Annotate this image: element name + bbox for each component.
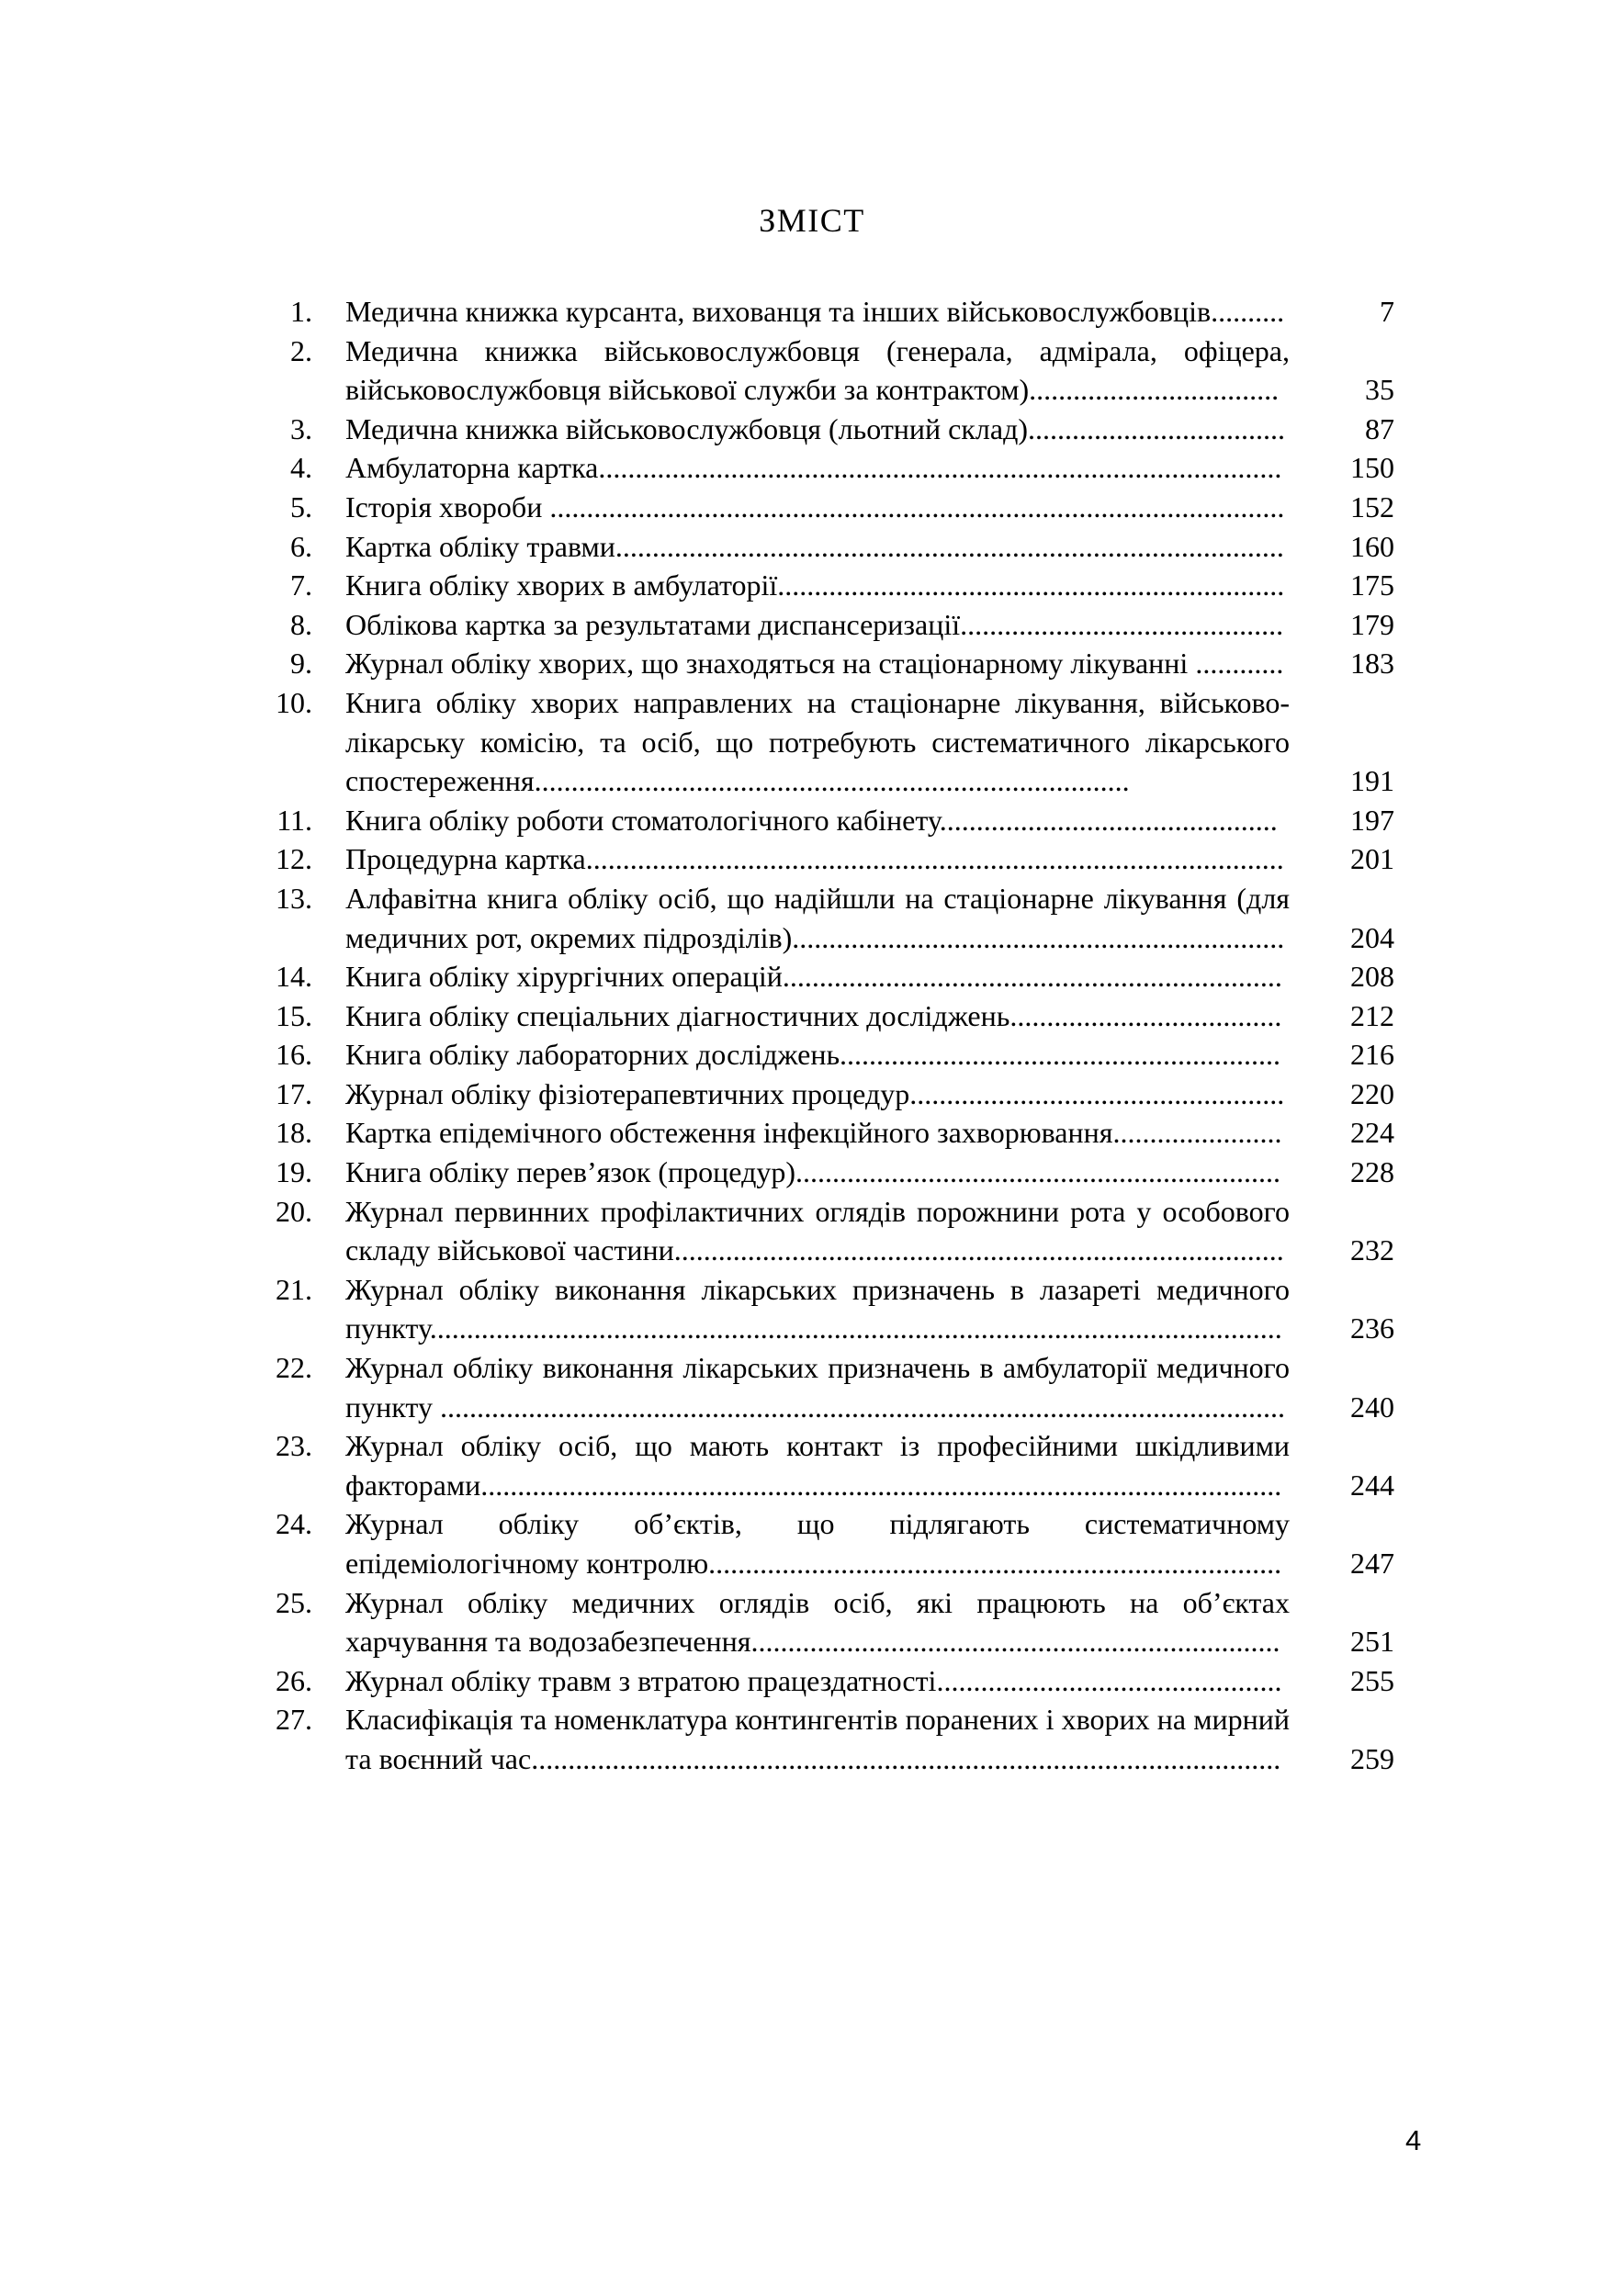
toc-entry-page-number: 240 [1350,1390,1394,1424]
toc-entry-number: 19. [276,1155,312,1189]
toc-entry-body [312,839,1290,879]
toc-entry-number: 16. [276,1038,312,1072]
toc-entry-title: Амбулаторна картка............................................................................................. [345,451,1282,485]
toc-entry-title: Книга обліку хірургічних операцій.................................................................... [345,960,1282,994]
toc-entry[interactable] [259,683,1394,801]
table-of-contents [259,292,1394,1779]
toc-entry-body [312,683,1290,801]
toc-entry-title: Журнал обліку фізіотерапевтичних процедур................................................... [345,1076,1285,1110]
toc-entry-body [312,1270,1290,1348]
toc-entry[interactable] [259,1153,1394,1192]
toc-entry-page-number: 220 [1350,1076,1394,1110]
toc-entry-page-number: 208 [1350,960,1394,994]
toc-entry-title: Журнал первинних профілактичних оглядів порожнини рота у особового складу військової частини................................................................................... [345,1194,1290,1267]
toc-entry-page-number: 35 [1365,373,1394,407]
toc-entry-title: Процедурна картка............................................................................................... [345,842,1284,876]
toc-entry-body [312,488,1290,527]
toc-entry-body [312,448,1290,488]
toc-entry-number: 3. [290,411,312,445]
toc-entry-number: 15. [276,998,312,1032]
toc-entry[interactable] [259,410,1394,449]
toc-entry-page-number: 201 [1350,842,1394,876]
toc-entry[interactable] [259,1192,1394,1270]
toc-entry-title: Історія хвороби .................................................................................................... [345,490,1285,523]
toc-entry-body [312,605,1290,645]
toc-entry-number: 20. [276,1194,312,1228]
toc-entry-title: Класифікація та номенклатура контингентів поранених і хворих на мирний та воєнний час...................................................................................................... [345,1703,1290,1775]
toc-entry-title: Книга обліку лабораторних досліджень............................................................ [345,1038,1281,1072]
toc-entry-number: 23. [276,1429,312,1463]
toc-entry-page-number: 259 [1350,1741,1394,1775]
toc-entry-body [312,410,1290,449]
toc-entry-number: 26. [276,1663,312,1697]
toc-entry-title: Медична книжка курсанта, вихованця та інших військовослужбовців.......... [345,295,1285,328]
toc-entry-number: 13. [276,881,312,915]
toc-entry-title: Журнал обліку об’єктів, що підлягають систематичному епідеміологічному контролю.............................................................................. [345,1507,1290,1580]
toc-entry-page-number: 244 [1350,1468,1394,1502]
toc-entry-title: Книга обліку роботи стоматологічного кабінету.............................................. [345,803,1278,837]
toc-entry-number: 22. [276,1351,312,1385]
toc-entry-title: Журнал обліку осіб, що мають контакт із професійними шкідливими факторами............................................................................................................. [345,1429,1290,1502]
toc-entry-body [312,1113,1290,1153]
toc-entry-page-number: 224 [1350,1116,1394,1150]
toc-entry-page-number: 160 [1350,529,1394,563]
toc-entry-page-number: 255 [1350,1663,1394,1697]
toc-entry-page-number: 212 [1350,998,1394,1032]
toc-entry-title: Картка обліку травми........................................................................................... [345,529,1284,563]
toc-entry-page-number: 179 [1350,607,1394,641]
toc-entry[interactable] [259,801,1394,840]
toc-entry-page-number: 247 [1350,1547,1394,1580]
toc-entry-page-number: 204 [1350,920,1394,954]
toc-entry-page-number: 150 [1350,451,1394,485]
page-title: ЗМІСТ [759,202,865,239]
toc-entry-number: 27. [276,1703,312,1737]
toc-entry-title: Облікова картка за результатами диспансеризації............................................ [345,607,1284,641]
toc-entry-title: Картка епідемічного обстеження інфекційного захворювання....................... [345,1116,1282,1150]
toc-entry-body [312,957,1290,996]
toc-entry[interactable] [259,488,1394,527]
toc-entry-page-number: 175 [1350,568,1394,602]
toc-entry[interactable] [259,292,1394,332]
toc-entry-page-number: 197 [1350,803,1394,837]
toc-entry-title: Журнал обліку хворих, що знаходяться на стаціонарному лікуванні ............ [345,647,1284,681]
toc-entry-body [312,292,1290,332]
toc-entry-title: Журнал обліку травм з втратою працездатності............................................... [345,1663,1282,1697]
toc-entry-number: 14. [276,960,312,994]
toc-entry[interactable] [259,448,1394,488]
toc-entry[interactable] [259,1661,1394,1701]
toc-entry-page-number: 7 [1380,295,1394,328]
toc-entry[interactable] [259,1700,1394,1778]
page-folio-number: 4 [1405,2124,1422,2156]
toc-entry-page-number: 232 [1350,1233,1394,1267]
toc-entry[interactable] [259,996,1394,1036]
toc-entry-title: Медична книжка військовослужбовця (льотний склад)................................... [345,411,1286,445]
toc-entry-body [312,1153,1290,1192]
toc-entry-title: Медична книжка військовослужбовця (генерала, адмірала, офіцера, військовослужбовця військової служби за контрактом).................................. [345,333,1290,407]
toc-entry-page-number: 87 [1365,411,1394,445]
toc-entry-title: Книга обліку перев’язок (процедур).................................................................. [345,1155,1280,1189]
toc-entry[interactable] [259,1583,1394,1661]
toc-entry-number: 10. [276,685,312,719]
toc-entry-number: 18. [276,1116,312,1150]
toc-entry[interactable] [259,1348,1394,1426]
toc-entry[interactable] [259,605,1394,645]
toc-entry-page-number: 228 [1350,1155,1394,1189]
toc-entry-body [312,1192,1290,1270]
toc-entry-body [312,644,1290,683]
toc-entry-body [312,1700,1290,1778]
toc-entry-body [312,1583,1290,1661]
toc-entry-title: Журнал обліку виконання лікарських призначень в амбулаторії медичного пункту ................................................................................................................... [345,1351,1290,1424]
toc-entry[interactable] [259,332,1394,410]
toc-entry[interactable] [259,527,1394,567]
toc-entry[interactable] [259,1270,1394,1348]
toc-entry-body [312,332,1290,410]
toc-entry-page-number: 216 [1350,1038,1394,1072]
toc-entry[interactable] [259,1504,1394,1582]
toc-entry[interactable] [259,644,1394,683]
toc-entry-number: 4. [290,451,312,485]
toc-entry-body [312,1426,1290,1504]
toc-entry-body [312,566,1290,605]
toc-entry[interactable] [259,839,1394,879]
toc-entry-body [312,879,1290,957]
toc-entry-number: 17. [276,1076,312,1110]
toc-entry-title: Журнал обліку виконання лікарських призначень в лазареті медичного пункту.................................................................................................................... [345,1272,1290,1345]
toc-entry-number: 24. [276,1507,312,1541]
toc-entry[interactable] [259,1075,1394,1114]
toc-entry-number: 12. [276,842,312,876]
toc-entry-title: Журнал обліку медичних оглядів осіб, які працюють на об’єктах харчування та водозабезпечення........................................................................ [345,1585,1290,1659]
toc-entry-number: 5. [290,490,312,523]
toc-entry[interactable] [259,1113,1394,1153]
toc-entry-number: 9. [290,647,312,681]
toc-entry-body [312,1035,1290,1075]
toc-entry-number: 6. [290,529,312,563]
toc-entry-number: 25. [276,1585,312,1619]
toc-entry-page-number: 183 [1350,647,1394,681]
toc-entry-page-number: 251 [1350,1625,1394,1659]
toc-entry-body [312,527,1290,567]
toc-entry-title: Книга обліку спеціальних діагностичних досліджень..................................... [345,998,1282,1032]
toc-entry-body [312,1504,1290,1582]
toc-entry-number: 11. [276,803,312,837]
toc-entry[interactable] [259,566,1394,605]
toc-entry-page-number: 236 [1350,1311,1394,1345]
toc-entry-number: 7. [290,568,312,602]
toc-entry-page-number: 152 [1350,490,1394,523]
toc-entry-number: 1. [290,295,312,328]
toc-entry-body [312,1661,1290,1701]
toc-entry[interactable] [259,957,1394,996]
toc-entry-body [312,996,1290,1036]
toc-entry[interactable] [259,1426,1394,1504]
toc-entry[interactable] [259,879,1394,957]
toc-entry-title: Алфавітна книга обліку осіб, що надійшли на стаціонарне лікування (для медичних рот, окремих підрозділів)................................................................... [345,881,1290,954]
toc-entry-body [312,801,1290,840]
toc-entry-number: 8. [290,607,312,641]
toc-entry-title: Книга обліку хворих направлених на стаціонарне лікування, військово-лікарську комісію, та осіб, що потребують систематичного лікарського спостереження................................................................................. [345,685,1290,798]
toc-entry-number: 21. [276,1272,312,1306]
toc-entry[interactable] [259,1035,1394,1075]
toc-entry-body [312,1348,1290,1426]
toc-entry-page-number: 191 [1350,764,1394,798]
toc-entry-number: 2. [290,333,312,367]
toc-entry-title: Книга обліку хворих в амбулаторії..................................................................... [345,568,1285,602]
toc-entry-body [312,1075,1290,1114]
